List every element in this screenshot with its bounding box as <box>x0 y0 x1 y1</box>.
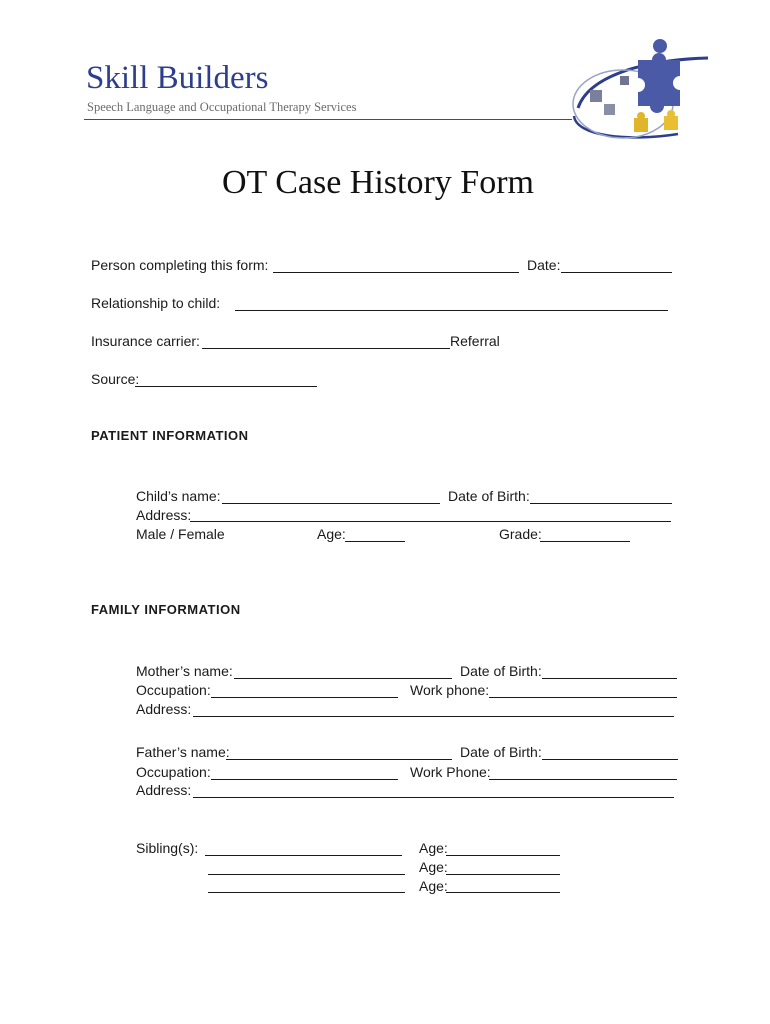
child-address-field[interactable] <box>190 521 671 522</box>
sibling-name-field[interactable] <box>208 874 405 875</box>
father-address-label: Address: <box>136 782 192 798</box>
child-address-label: Address: <box>136 507 192 523</box>
father-name-label: Father’s name: <box>136 744 230 760</box>
mother-work-phone-field[interactable] <box>489 697 677 698</box>
referral-label: Referral <box>450 333 500 349</box>
mother-work-phone-label: Work phone: <box>410 682 490 698</box>
child-name-field[interactable] <box>222 503 440 504</box>
child-dob-field[interactable] <box>530 503 672 504</box>
date-label: Date: <box>527 257 561 273</box>
brand-name: Skill Builders <box>86 60 269 96</box>
sibling-name-field[interactable] <box>205 855 402 856</box>
patient-section-heading: PATIENT INFORMATION <box>91 428 249 443</box>
mother-name-label: Mother’s name: <box>136 663 233 679</box>
puzzle-pieces-logo-icon <box>568 38 718 144</box>
sibling-age-field[interactable] <box>446 892 560 893</box>
child-sex-label: Male / Female <box>136 526 225 542</box>
sibling-age-label: Age: <box>419 859 448 875</box>
relationship-field[interactable] <box>235 310 668 311</box>
sibling-age-field[interactable] <box>446 874 560 875</box>
mother-dob-field[interactable] <box>542 678 677 679</box>
child-age-label: Age: <box>317 526 346 542</box>
brand-tagline: Speech Language and Occupational Therapy Services <box>87 100 357 114</box>
insurance-field[interactable] <box>202 348 450 349</box>
father-address-field[interactable] <box>193 797 674 798</box>
mother-occupation-field[interactable] <box>211 697 398 698</box>
person-completing-label: Person completing this form: <box>91 257 269 273</box>
sibling-name-field[interactable] <box>208 892 405 893</box>
sibling-age-label: Age: <box>419 840 448 856</box>
source-label: Source: <box>91 371 140 387</box>
family-section-heading: FAMILY INFORMATION <box>91 602 241 617</box>
child-age-field[interactable] <box>345 541 405 542</box>
child-grade-label: Grade: <box>499 526 542 542</box>
father-work-phone-field[interactable] <box>489 779 677 780</box>
form-title: OT Case History Form <box>222 164 534 201</box>
header-divider <box>84 119 572 120</box>
mother-dob-label: Date of Birth: <box>460 663 542 679</box>
relationship-label: Relationship to child: <box>91 295 221 311</box>
insurance-label: Insurance carrier: <box>91 333 200 349</box>
sibling-age-field[interactable] <box>446 855 560 856</box>
mother-address-field[interactable] <box>193 716 674 717</box>
source-field[interactable] <box>135 386 317 387</box>
father-dob-label: Date of Birth: <box>460 744 542 760</box>
mother-occupation-label: Occupation: <box>136 682 211 698</box>
person-completing-field[interactable] <box>273 272 519 273</box>
father-dob-field[interactable] <box>542 759 678 760</box>
child-grade-field[interactable] <box>540 541 630 542</box>
father-work-phone-label: Work Phone: <box>410 764 491 780</box>
child-name-label: Child’s name: <box>136 488 221 504</box>
sibling-age-label: Age: <box>419 878 448 894</box>
child-dob-label: Date of Birth: <box>448 488 530 504</box>
siblings-label: Sibling(s): <box>136 840 199 856</box>
father-occupation-field[interactable] <box>211 779 398 780</box>
father-name-field[interactable] <box>226 759 452 760</box>
mother-address-label: Address: <box>136 701 192 717</box>
father-occupation-label: Occupation: <box>136 764 211 780</box>
date-field[interactable] <box>561 272 672 273</box>
mother-name-field[interactable] <box>234 678 452 679</box>
